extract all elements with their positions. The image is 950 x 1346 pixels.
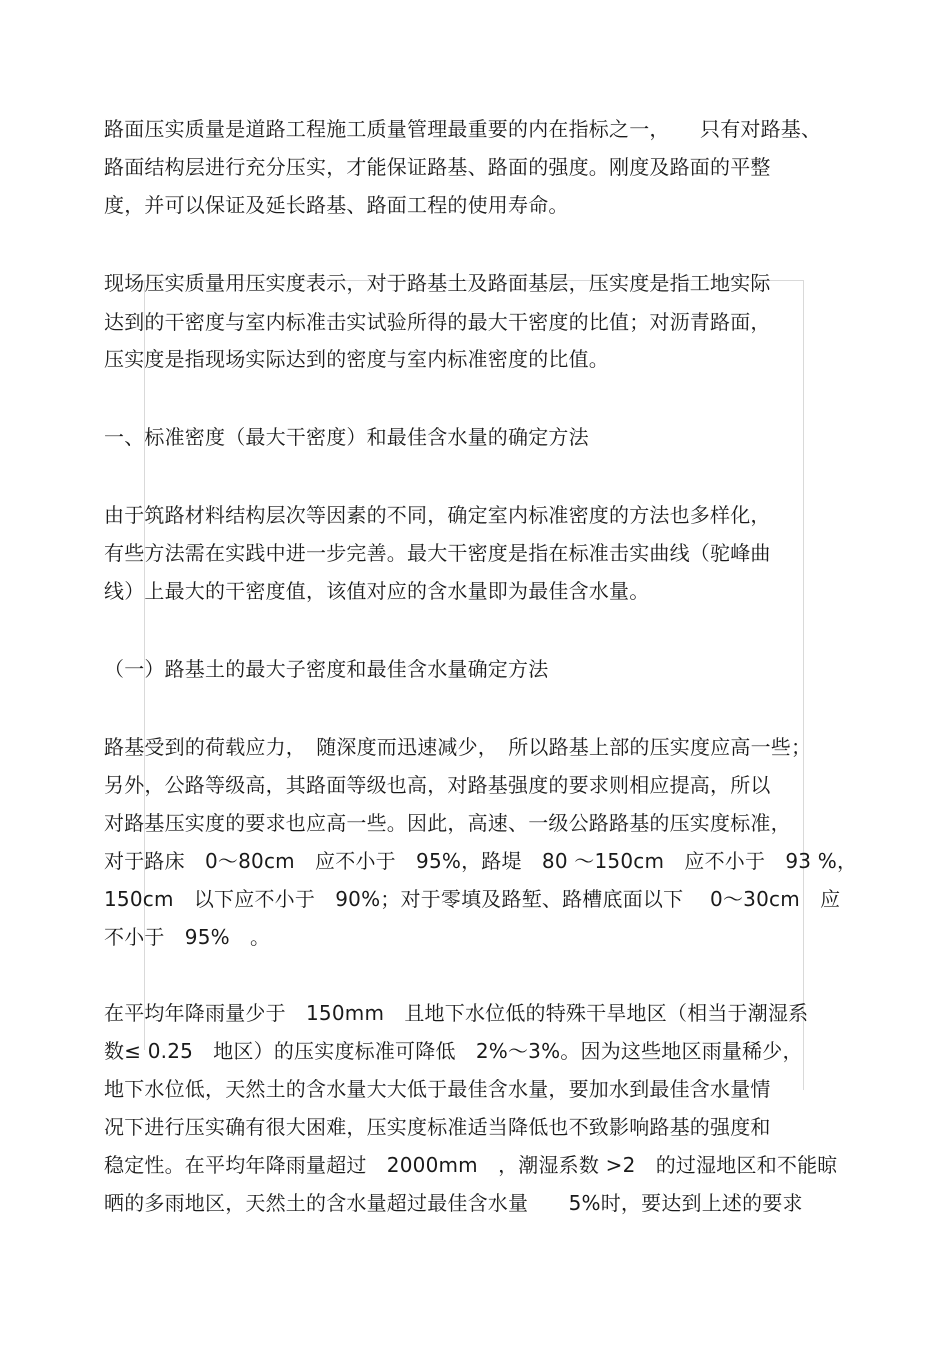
frame-line-right [803,280,804,1090]
para3-line-3: 线）上最大的干密度值，该值对应的含水量即为最佳含水量。 [104,579,650,603]
para4-line-5: 150cm 以下应不小于 90%；对于零填及路堑、路槽底面以下 0～30cm 应 [104,887,841,911]
para4-line-1: 路基受到的荷载应力， 随深度而迅速减少， 所以路基上部的压实度应高一些； [104,735,812,759]
para4-line-2: 另外，公路等级高，其路面等级也高，对路基强度的要求则相应提高，所以 [104,773,771,797]
para2-line-3: 压实度是指现场实际达到的密度与室内标准密度的比值。 [104,347,609,371]
para3-line-1: 由于筑路材料结构层次等因素的不同，确定室内标准密度的方法也多样化， [104,503,771,527]
para2-line-2: 达到的干密度与室内标准击实试验所得的最大干密度的比值；对沥青路面， [104,310,771,334]
para4-line-3: 对路基压实度的要求也应高一些。因此，高速、一级公路路基的压实度标准， [104,811,791,835]
para5-line-3: 地下水位低，天然土的含水量大大低于最佳含水量，要加水到最佳含水量情 [104,1077,771,1101]
para1-line-2: 路面结构层进行充分压实，才能保证路基、路面的强度。刚度及路面的平整 [104,155,771,179]
para5-line-5: 稳定性。在平均年降雨量超过 2000mm ，潮湿系数 >2 的过湿地区和不能晾 [104,1153,838,1177]
para1-line-1: 路面压实质量是道路工程施工质量管理最重要的内在指标之一， 只有对路基、 [104,117,822,141]
para5-line-2: 数≤ 0.25 地区）的压实度标准可降低 2%～3%。因为这些地区雨量稀少， [104,1039,803,1063]
para5-line-6: 晒的多雨地区，天然土的含水量超过最佳含水量 5%时，要达到上述的要求 [104,1191,803,1215]
para5-line-1: 在平均年降雨量少于 150mm 且地下水位低的特殊干旱地区（相当于潮湿系 [104,1001,809,1025]
para5-line-4: 况下进行压实确有很大困难，压实度标准适当降低也不致影响路基的强度和 [104,1115,771,1139]
para1-line-3: 度，并可以保证及延长路基、路面工程的使用寿命。 [104,193,569,217]
para3-line-2: 有些方法需在实践中进一步完善。最大干密度是指在标准击实曲线（驼峰曲 [104,541,771,565]
section-heading-1: 一、标准密度（最大干密度）和最佳含水量的确定方法 [104,425,589,449]
para4-line-6: 不小于 95% 。 [104,925,271,949]
para4-line-4: 对于路床 0～80cm 应不小于 95%，路堤 80 ～150cm 应不小于 93 %， [104,849,858,873]
para2-line-1: 现场压实质量用压实度表示，对于路基土及路面基层，压实度是指工地实际 [104,271,771,295]
section-heading-2: （一）路基土的最大子密度和最佳含水量确定方法 [104,657,549,681]
